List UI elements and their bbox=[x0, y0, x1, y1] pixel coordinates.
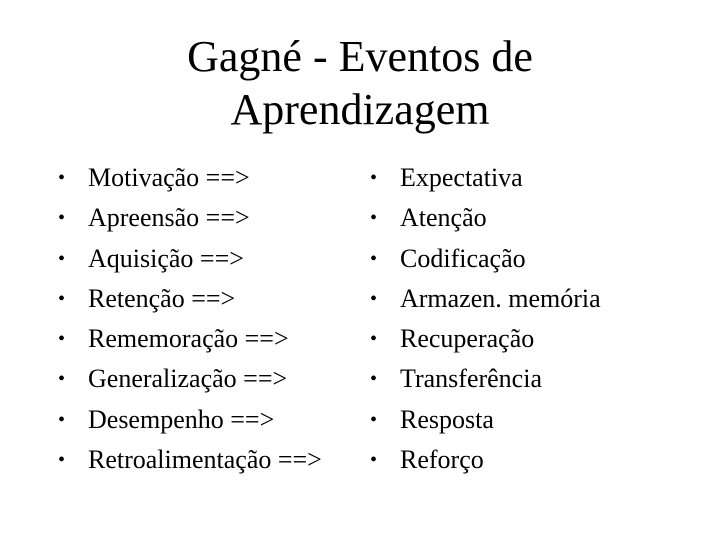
left-list-item bbox=[58, 158, 358, 198]
bullet-icon: • bbox=[370, 368, 378, 391]
right-list-item-text: Armazen. memória bbox=[400, 283, 601, 313]
right-list-item-text: Expectativa bbox=[400, 163, 523, 192]
bullet-icon: • bbox=[58, 287, 66, 310]
bullet-icon: • bbox=[370, 247, 378, 270]
right-list-item bbox=[370, 359, 710, 399]
right-list-item bbox=[370, 279, 710, 319]
bullet-icon: • bbox=[58, 167, 66, 189]
right-list-item bbox=[370, 319, 710, 359]
bullet-icon: • bbox=[58, 247, 66, 270]
left-list-item bbox=[58, 198, 358, 238]
right-list-item bbox=[370, 198, 710, 238]
right-list-item bbox=[370, 400, 710, 440]
right-list-item-text: Resposta bbox=[400, 404, 494, 434]
bullet-icon: • bbox=[58, 207, 66, 230]
left-list-item bbox=[58, 400, 358, 440]
left-list-item-text: Motivação ==> bbox=[88, 163, 250, 192]
left-list-item-text: Desempenho ==> bbox=[88, 404, 275, 434]
right-list-item bbox=[370, 440, 710, 480]
right-list-item-text: Atenção bbox=[400, 203, 487, 233]
right-list-item-text: Recuperação bbox=[400, 324, 535, 354]
bullet-icon: • bbox=[58, 328, 66, 351]
slide-title-line: Aprendizagem bbox=[230, 85, 490, 134]
right-bullet-list bbox=[370, 158, 710, 480]
left-list-item bbox=[58, 359, 358, 399]
left-list-item bbox=[58, 319, 358, 359]
bullet-icon: • bbox=[370, 449, 378, 472]
bullet-icon: • bbox=[58, 408, 66, 431]
bullet-icon: • bbox=[370, 167, 378, 189]
bullet-icon: • bbox=[58, 449, 66, 472]
right-list-item bbox=[370, 158, 710, 198]
right-list-item-text: Transferência bbox=[400, 364, 542, 394]
left-list-item-text: Retroalimentação ==> bbox=[88, 445, 322, 475]
left-list-item-text: Generalização ==> bbox=[88, 364, 288, 394]
bullet-icon: • bbox=[58, 368, 66, 391]
bullet-icon: • bbox=[370, 408, 378, 431]
bullet-icon: • bbox=[370, 207, 378, 230]
slide-title-line: Gagné - Eventos de bbox=[187, 32, 533, 81]
left-list-item-text: Apreensão ==> bbox=[88, 203, 250, 233]
right-list-item-text: Reforço bbox=[400, 445, 484, 475]
right-list-item-text: Codificação bbox=[400, 243, 526, 273]
left-list-item bbox=[58, 239, 358, 279]
left-list-item-text: Aquisição ==> bbox=[88, 243, 244, 273]
bullet-icon: • bbox=[370, 328, 378, 351]
left-list-item bbox=[58, 440, 358, 480]
slide-title bbox=[0, 30, 720, 136]
left-list-item-text: Rememoração ==> bbox=[88, 324, 289, 354]
left-bullet-list bbox=[58, 158, 358, 480]
bullet-icon: • bbox=[370, 287, 378, 310]
right-list-item bbox=[370, 239, 710, 279]
left-list-item bbox=[58, 279, 358, 319]
left-list-item-text: Retenção ==> bbox=[88, 283, 236, 313]
